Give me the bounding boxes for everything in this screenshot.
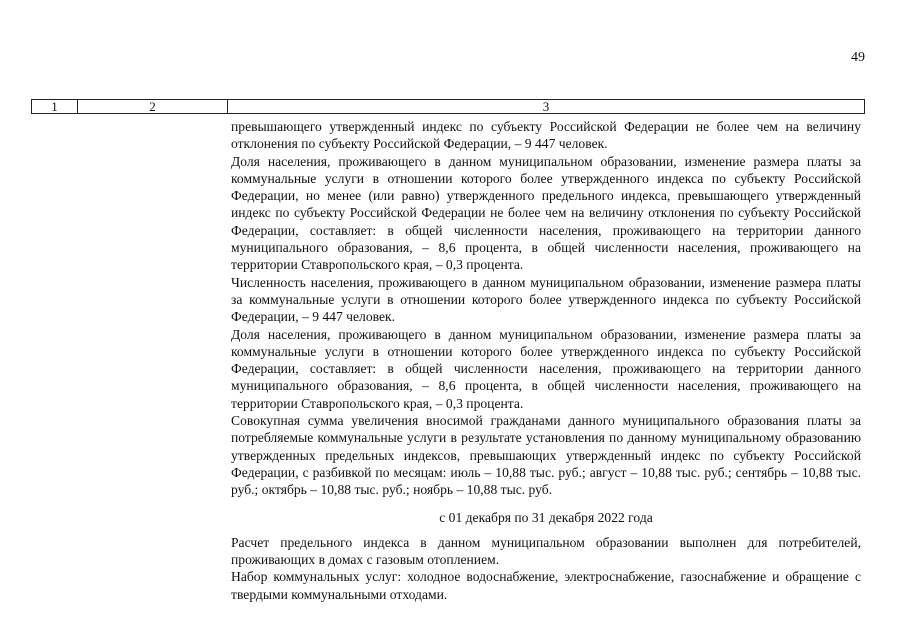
paragraph: Численность населения, проживающего в данном муниципальном образовании, изменение размера платы за коммунальные услуги в отношении которого более утвержденного индекса по субъекту Российской Федерации, – 9 447 человек. [231,274,861,325]
table-header-col-1: 1 [32,100,78,113]
page-number: 49 [851,50,865,65]
paragraph: Доля населения, проживающего в данном муниципальном образовании, изменение размера платы за коммунальные услуги в отношении которого более утвержденного индекса по субъекту Российской Федерации, но менее (или равно) утвержденного предельного индекса, превышающего утвержденный индекс по субъекту Российской Федерации не более чем на величину отклонения по субъекту Российской Федерации, составляет: в общей численности населения, проживающего на территории данного муниципального образования, – 8,6 процента, в общей численности населения, проживающего на территории Ставропольского края, – 0,3 процента. [231,153,861,273]
paragraph: превышающего утвержденный индекс по субъекту Российской Федерации не более чем на величину отклонения по субъекту Российской Федерации, – 9 447 человек. [231,119,861,152]
document-body [231,118,861,603]
table-header-col-2: 2 [78,100,228,113]
paragraph: Набор коммунальных услуг: холодное водоснабжение, электроснабжение, газоснабжение и обращение с твердыми коммунальными отходами. [231,569,861,602]
paragraph: Совокупная сумма увеличения вносимой гражданами данного муниципального образования платы за потребляемые коммунальные услуги в результате установления по данному муниципальному образованию утвержденных предельных индексов, превышающих утвержденный индекс по субъекту Российской Федерации, с разбивкой по месяцам: июль – 10,88 тыс. руб.; август – 10,88 тыс. руб.; сентябрь – 10,88 тыс. руб.; октябрь – 10,88 тыс. руб.; ноябрь – 10,88 тыс. руб. [231,413,861,498]
paragraph: Доля населения, проживающего в данном муниципальном образовании, изменение размера платы за коммунальные услуги в отношении которого более утвержденного индекса по субъекту Российской Федерации, составляет: в общей численности населения, проживающего на территории данного муниципального образования, – 8,6 процента, в общей численности населения, проживающего на территории Ставропольского края, – 0,3 процента. [231,326,861,411]
table-header-col-3: 3 [542,99,550,114]
table-header-row [31,99,865,114]
period-heading: с 01 декабря по 31 декабря 2022 года [439,509,653,525]
paragraph: Расчет предельного индекса в данном муниципальном образовании выполнен для потребителей, проживающих в домах с газовым отоплением. [231,534,861,568]
